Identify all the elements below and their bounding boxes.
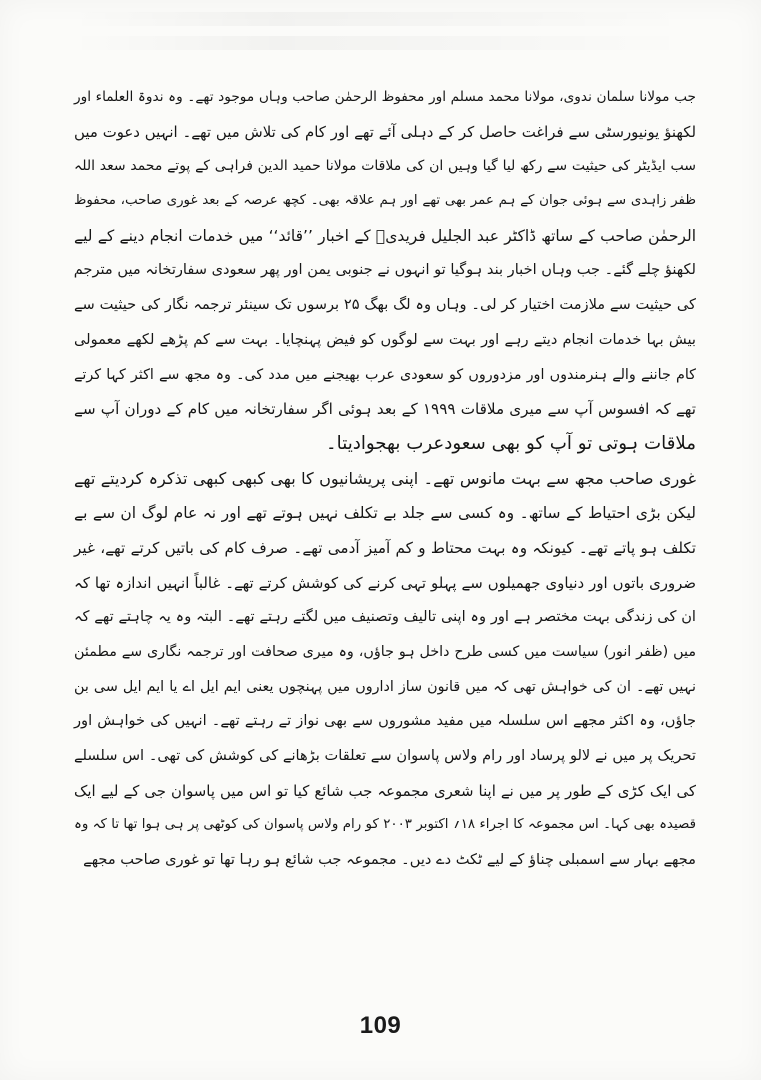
text-line: میں (ظفر انور) سیاست میں کسی طرح داخل ہو جاؤں، وہ میری صحافت اور ترجمہ نگاری سے مطمئن: [74, 644, 696, 660]
paragraph: [74, 462, 696, 878]
text-line: کی ایک کڑی کے طور پر میں نے اپنا شعری مجموعہ جب شائع کیا تو اس میں پاسوان جی کے لیے ایک: [74, 781, 696, 800]
text-line: مجھے بہار سے اسمبلی چناؤ کے لیے ٹکٹ دے دیں۔ مجموعہ جب شائع ہو رہا تھا تو غوری صاحب مجھے: [83, 851, 696, 869]
page-body-text: [74, 80, 696, 878]
text-line: الرحمٰن صاحب کے ساتھ ڈاکٹر عبد الجلیل فریدیؒ کے اخبار ’’قائد‘‘ میں خدمات انجام دینے کے لیے: [74, 226, 696, 245]
text-line: ضروری باتوں اور دنیاوی جھمیلوں سے پہلو تہی کرنے کی کوشش کرتے تھے۔ غالباً انہیں اندازہ تھا کہ: [74, 573, 696, 592]
text-line: سب ایڈیٹر کی حیثیت سے رکھ لیا گیا وہیں ان کی ملاقات مولانا حمید الدین فراہی کے پوتے محمد سعد اللہ: [74, 158, 696, 175]
text-line: ملاقات ہوتی تو آپ کو بھی سعودعرب بھجوادیتا۔: [326, 432, 696, 454]
text-line: تھے کہ افسوس آپ سے میری ملاقات ۱۹۹۹ کے بعد ہوئی اگر سفارتخانہ میں کام کے دوران آپ سے: [74, 400, 696, 419]
text-line: غوری صاحب مجھ سے بہت مانوس تھے۔ اپنی پریشانیوں کا بھی کبھی کبھی تذکرہ کردیتے تھے: [74, 468, 696, 488]
text-line: لیکن بڑی احتیاط کے ساتھ۔ وہ کسی سے جلد بے تکلف نہیں ہوتے تھے اور نہ عام لوگ ان سے بے: [74, 504, 696, 523]
text-line: ظفر زاہدی سے ہوئی جوان کے ہم عمر بھی تھے اور ہم علاقہ بھی۔ کچھ عرصہ کے بعد غوری صاحب، محفوظ: [74, 193, 696, 209]
text-line: جاؤں، وہ اکثر مجھے اس سلسلہ میں مفید مشوروں سے بھی نواز تے رہتے تھے۔ انہیں کی خواہش اور: [74, 712, 696, 730]
text-line: جب مولانا سلمان ندوی، مولانا محمد مسلم اور محفوظ الرحمٰن صاحب وہاں موجود تھے۔ وہ ندوۃ العلماء اور: [74, 89, 696, 105]
text-line: لکھنؤ یونیورسٹی سے فراغت حاصل کر کے دہلی آئے تھے اور کام کی تلاش میں تھے۔ انہیں دعوت میں: [74, 122, 696, 141]
text-line: لکھنؤ چلے گئے۔ جب وہاں اخبار بند ہوگیا تو انہوں نے جنوبی یمن اور پھر سعودی سفارتخانہ میں مترجم: [73, 261, 696, 279]
text-line: کام جاننے والے ہنرمندوں اور مزدوروں کو سعودی عرب بھیجنے میں مدد کی۔ وہ مجھ سے اکثر کہا کرتے: [74, 366, 696, 383]
paragraph: [74, 80, 696, 462]
show-through-from-reverse-page: [70, 12, 690, 72]
text-line: قصیدہ بھی کہا۔ اس مجموعہ کا اجراء ۱۸؍ اکتوبر ۲۰۰۳ کو رام ولاس پاسوان کی کوٹھی پر ہی ہوا تھا تا کہ وہ: [74, 817, 696, 833]
text-line: تکلف ہو پاتے تھے۔ کیونکہ وہ بہت محتاط و کم آمیز آدمی تھے۔ صرف کام کی باتیں کرتے تھے، غیر: [74, 538, 696, 557]
page-number: 109: [359, 1012, 402, 1039]
text-line: ان کی زندگی بہت مختصر ہے اور وہ اپنی تالیف وتصنیف میں لگتے رہتے تھے۔ البتہ وہ یہ چاہتے تھے کہ: [74, 608, 696, 626]
text-line: تحریک پر میں نے لالو پرساد اور رام ولاس پاسوان سے تعلقات بڑھانے کی کوشش کی تھی۔ اس سلسلے: [74, 747, 696, 765]
text-line: نہیں تھے۔ ان کی خواہش تھی کہ میں قانون ساز اداروں میں پہنچوں یعنی ایم ایل اے یا ایم ایل سی بن: [74, 678, 696, 695]
text-line: بیش بہا خدمات انجام دیتے رہے اور بہت سے لوگوں کو فیض پہنچایا۔ بہت سے کم پڑھے لکھے معمولی: [74, 330, 696, 348]
text-line: کی حیثیت سے ملازمت اختیار کر لی۔ وہاں وہ لگ بھگ ۲۵ برسوں تک سینئر ترجمہ نگار کی حیثیت سے: [74, 296, 696, 314]
